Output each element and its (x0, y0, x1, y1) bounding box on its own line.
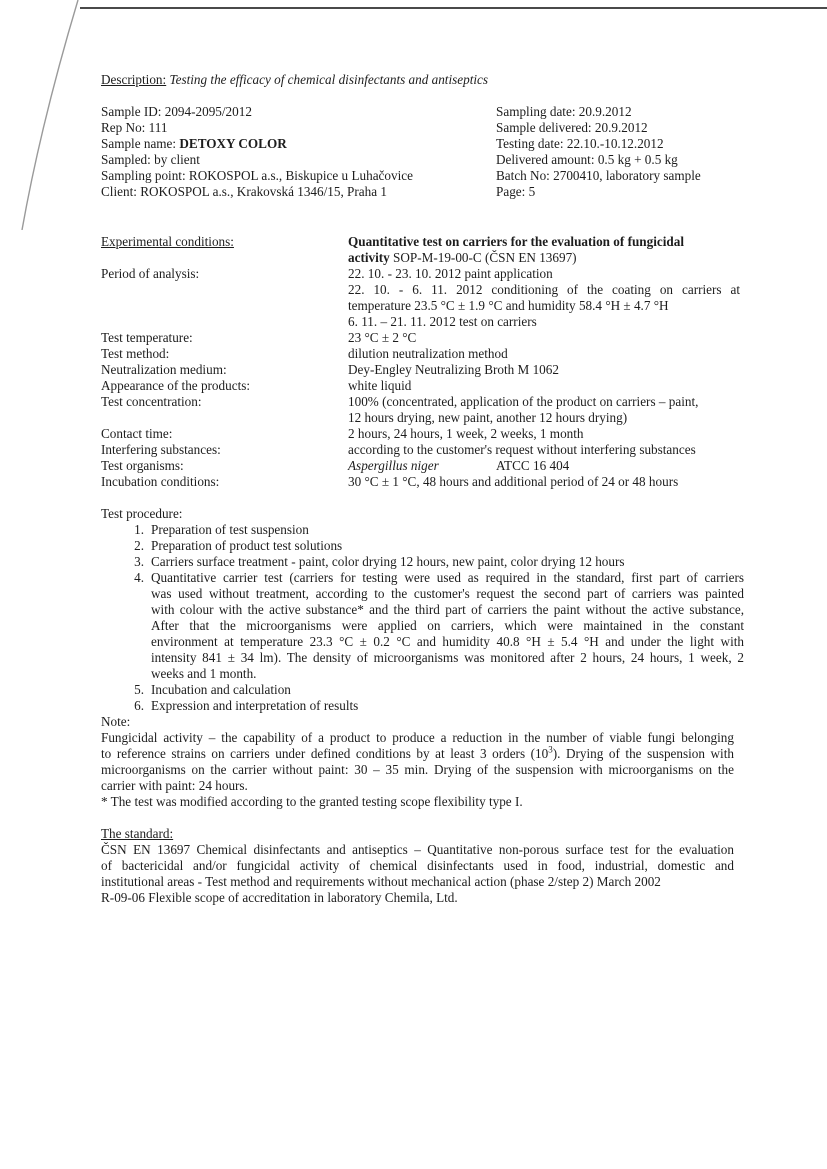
sample-name-value: DETOXY COLOR (179, 136, 287, 151)
period-line2: 22. 10. - 6. 11. 2012 conditioning of the coating on carriers at (348, 282, 740, 297)
neutral-label: Neutralization medium: (101, 362, 227, 377)
procedure-step-5: 5. Incubation and calculation (134, 682, 291, 697)
note-line3: microorganisms on the carrier without paint: 30 – 35 min. Drying of the suspension with microorganisms on the (101, 762, 734, 777)
description-label: Description: (101, 72, 167, 87)
note-line5: * The test was modified according to the granted testing scope flexibility type I. (101, 794, 523, 809)
interfering-value: according to the customer's request without interfering substances (348, 442, 696, 457)
description-line (101, 72, 488, 88)
appearance-label: Appearance of the products: (101, 378, 251, 393)
sampled-row: Sampled: by client (101, 152, 200, 167)
rep-no-row: Rep No: 111 (101, 120, 168, 135)
sampling-point-row: Sampling point: ROKOSPOL a.s., Biskupice u Luhačovice (101, 168, 413, 183)
note-section (101, 714, 734, 810)
delivered-amount-row: Delivered amount: 0.5 kg + 0.5 kg (496, 152, 678, 167)
procedure-step-6: 6. Expression and interpretation of results (134, 698, 359, 713)
concentration-label: Test concentration: (101, 394, 202, 409)
note-line4: carrier with paint: 24 hours. (101, 778, 248, 793)
description-text: Testing the efficacy of chemical disinfectants and antiseptics (169, 72, 489, 87)
organism-name: Aspergillus niger (348, 458, 439, 473)
sample-id-row: Sample ID: 2094-2095/2012 (101, 104, 252, 119)
sample-name-row: Sample name: DETOXY COLOR (101, 136, 287, 151)
incubation-label: Incubation conditions: (101, 474, 220, 489)
experimental-heading: Experimental conditions: (101, 234, 234, 249)
concentration-line2: 12 hours drying, new paint, another 12 hours drying) (348, 410, 628, 425)
experimental-values (348, 234, 740, 490)
page-row: Page: 5 (496, 184, 536, 199)
test-title-line2: activity SOP-M-19-00-C (ČSN EN 13697) (348, 250, 577, 265)
standard-heading: The standard: (101, 826, 174, 841)
sample-info-left (101, 104, 413, 200)
method-value: dilution neutralization method (348, 346, 508, 361)
neutral-value: Dey-Engley Neutralizing Broth M 1062 (348, 362, 559, 377)
standard-line1: ČSN EN 13697 Chemical disinfectants and antiseptics – Quantitative non-porous surface test for the evaluation (101, 842, 734, 857)
sample-info-right (496, 104, 701, 200)
organism-atcc: ATCC 16 404 (496, 458, 570, 473)
procedure-step-1: 1. Preparation of test suspension (134, 522, 309, 537)
standard-line4: R-09-06 Flexible scope of accreditation in laboratory Chemila, Ltd. (101, 890, 458, 905)
standard-section (101, 826, 734, 906)
temp-value: 23 °C ± 2 °C (348, 330, 417, 345)
organisms-value (348, 458, 740, 474)
sample-delivered-row: Sample delivered: 20.9.2012 (496, 120, 648, 135)
contact-label: Contact time: (101, 426, 173, 441)
concentration-line1: 100% (concentrated, application of the product on carriers – paint, (348, 394, 699, 409)
test-title-line1: Quantitative test on carriers for the evaluation of fungicidal (348, 234, 684, 249)
procedure-step-2: 2. Preparation of product test solutions (134, 538, 343, 553)
organisms-label: Test organisms: (101, 458, 184, 473)
standard-line3: institutional areas - Test method and requirements without mechanical action (phase 2/step 2) March 2002 (101, 874, 661, 889)
procedure-list (126, 522, 744, 714)
note-line2: to reference strains on carriers under defined conditions by at least 3 orders $(10^3)$. Drying of the suspension with (101, 744, 734, 761)
temp-label: Test temperature: (101, 330, 193, 345)
procedure-step-4: 4. Quantitative carrier test (carriers for testing were used as required in the standard, first part of carriers was used without treatment, according to the customer's request the second part of carriers was painted with colour with the active substance* and the third part of carriers the paint without the active substance, After that the microorganisms were applied on carriers, which were maintained in the constant environment at temperature 23.3 °C ± 0.2 °C and humidity 40.8 °H ± 5.4 °H and under the light with intensity 841 ± 34 lm). The density of microorganisms was monitored after 2 hours, 24 hours, 1 week, 2 weeks and 1 month. (134, 570, 744, 681)
batch-no-row: Batch No: 2700410, laboratory sample (496, 168, 701, 183)
period-line1: 22. 10. - 23. 10. 2012 paint application (348, 266, 553, 281)
note-line1: Fungicidal activity – the capability of a product to produce a reduction in the number of viable fungi belonging (101, 730, 734, 745)
appearance-value: white liquid (348, 378, 412, 393)
period-line4: 6. 11. – 21. 11. 2012 test on carriers (348, 314, 537, 329)
period-line3: temperature 23.5 °C ± 1.9 °C and humidity 58.4 °H ± 4.7 °H (348, 298, 669, 313)
client-row: Client: ROKOSPOL a.s., Krakovská 1346/15, Praha 1 (101, 184, 387, 199)
standard-line2: of bactericidal and/or fungicidal activity of chemical disinfectants used in food, industrial, domestic and (101, 858, 734, 873)
method-label: Test method: (101, 346, 170, 361)
interfering-label: Interfering substances: (101, 442, 221, 457)
incubation-value: 30 °C ± 1 °C, 48 hours and additional period of 24 or 48 hours (348, 474, 679, 489)
testing-date-row: Testing date: 22.10.-10.12.2012 (496, 136, 664, 151)
period-label: Period of analysis: (101, 266, 200, 281)
procedure-step-3: 3. Carriers surface treatment - paint, color drying 12 hours, new paint, color drying 12 hours (134, 554, 625, 569)
procedure-heading: Test procedure: (101, 506, 183, 521)
note-heading: Note: (101, 714, 131, 729)
sampling-date-row: Sampling date: 20.9.2012 (496, 104, 632, 119)
contact-value: 2 hours, 24 hours, 1 week, 2 weeks, 1 month (348, 426, 584, 441)
